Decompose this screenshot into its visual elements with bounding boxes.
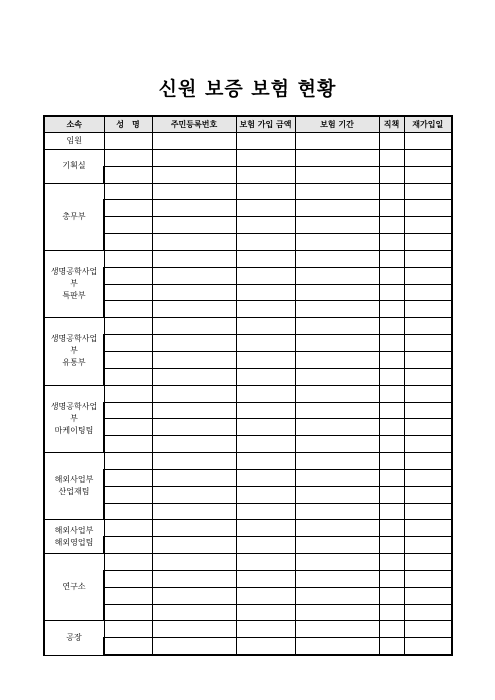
- position-cell[interactable]: [379, 368, 404, 385]
- rejoin-date-cell[interactable]: [404, 385, 452, 402]
- name-cell[interactable]: [104, 402, 152, 419]
- position-cell[interactable]: [379, 469, 404, 486]
- table-row: [44, 453, 452, 470]
- name-cell[interactable]: [104, 318, 152, 335]
- rejoin-date-cell[interactable]: [404, 133, 452, 150]
- insurance-period-cell[interactable]: [295, 318, 379, 335]
- insurance-period-cell[interactable]: [295, 217, 379, 234]
- department-cell: 생명공학사업 부 특판부: [44, 250, 104, 317]
- rejoin-date-cell[interactable]: [404, 604, 452, 621]
- header-row: [44, 116, 452, 133]
- position-cell[interactable]: [379, 166, 404, 183]
- rejoin-date-cell[interactable]: [404, 419, 452, 436]
- insurance-period-cell[interactable]: [295, 267, 379, 284]
- table-row: [44, 284, 452, 301]
- resident-number-cell[interactable]: [152, 638, 236, 655]
- position-cell[interactable]: [379, 267, 404, 284]
- rejoin-date-cell[interactable]: [404, 284, 452, 301]
- position-cell[interactable]: [379, 335, 404, 352]
- insurance-period-cell[interactable]: [295, 149, 379, 166]
- table-row: [44, 570, 452, 587]
- resident-number-cell[interactable]: [152, 200, 236, 217]
- table-row: [44, 217, 452, 234]
- insurance-period-cell[interactable]: [295, 183, 379, 200]
- position-cell[interactable]: [379, 453, 404, 470]
- department-cell: 해외사업부 산업재팀: [44, 453, 104, 520]
- resident-number-cell[interactable]: [152, 351, 236, 368]
- resident-number-cell[interactable]: [152, 368, 236, 385]
- insured-amount-cell[interactable]: [236, 200, 295, 217]
- name-cell[interactable]: [104, 621, 152, 638]
- resident-number-cell[interactable]: [152, 234, 236, 251]
- name-cell[interactable]: [104, 183, 152, 200]
- insured-amount-cell[interactable]: [236, 436, 295, 453]
- table-row: [44, 621, 452, 638]
- insurance-period-cell[interactable]: [295, 385, 379, 402]
- name-cell[interactable]: [104, 554, 152, 571]
- position-cell[interactable]: [379, 419, 404, 436]
- name-cell[interactable]: [104, 419, 152, 436]
- resident-number-cell[interactable]: [152, 335, 236, 352]
- position-cell[interactable]: [379, 200, 404, 217]
- insured-amount-cell[interactable]: [236, 621, 295, 638]
- table-row: [44, 267, 452, 284]
- col-header-resident-number: 주민등록번호: [152, 116, 236, 133]
- table-row: [44, 301, 452, 318]
- position-cell[interactable]: [379, 520, 404, 537]
- insured-amount-cell[interactable]: [236, 368, 295, 385]
- department-cell: 생명공학사업 부 유통부: [44, 318, 104, 385]
- position-cell[interactable]: [379, 554, 404, 571]
- table-row: [44, 503, 452, 520]
- rejoin-date-cell[interactable]: [404, 351, 452, 368]
- insurance-period-cell[interactable]: [295, 554, 379, 571]
- resident-number-cell[interactable]: [152, 133, 236, 150]
- insured-amount-cell[interactable]: [236, 453, 295, 470]
- insured-amount-cell[interactable]: [236, 133, 295, 150]
- name-cell[interactable]: [104, 486, 152, 503]
- insurance-period-cell[interactable]: [295, 570, 379, 587]
- position-cell[interactable]: [379, 604, 404, 621]
- rejoin-date-cell[interactable]: [404, 149, 452, 166]
- insured-amount-cell[interactable]: [236, 149, 295, 166]
- insurance-period-cell[interactable]: [295, 234, 379, 251]
- insurance-period-cell[interactable]: [295, 604, 379, 621]
- resident-number-cell[interactable]: [152, 402, 236, 419]
- col-header-name: 성 명: [104, 116, 152, 133]
- insurance-period-cell[interactable]: [295, 469, 379, 486]
- name-cell[interactable]: [104, 368, 152, 385]
- name-cell[interactable]: [104, 469, 152, 486]
- rejoin-date-cell[interactable]: [404, 250, 452, 267]
- resident-number-cell[interactable]: [152, 183, 236, 200]
- table-row: [44, 604, 452, 621]
- name-cell[interactable]: [104, 250, 152, 267]
- insured-amount-cell[interactable]: [236, 587, 295, 604]
- resident-number-cell[interactable]: [152, 469, 236, 486]
- table-row: [44, 537, 452, 554]
- name-cell[interactable]: [104, 301, 152, 318]
- insurance-period-cell[interactable]: [295, 335, 379, 352]
- resident-number-cell[interactable]: [152, 520, 236, 537]
- insurance-period-cell[interactable]: [295, 166, 379, 183]
- position-cell[interactable]: [379, 318, 404, 335]
- insured-amount-cell[interactable]: [236, 554, 295, 571]
- table-row: [44, 166, 452, 183]
- department-cell: 연구소: [44, 554, 104, 621]
- table-row: [44, 638, 452, 655]
- position-cell[interactable]: [379, 503, 404, 520]
- resident-number-cell[interactable]: [152, 284, 236, 301]
- resident-number-cell[interactable]: [152, 419, 236, 436]
- name-cell[interactable]: [104, 385, 152, 402]
- page-title: 신원 보증 보험 현황: [158, 78, 337, 100]
- name-cell[interactable]: [104, 638, 152, 655]
- insured-amount-cell[interactable]: [236, 469, 295, 486]
- insurance-period-cell[interactable]: [295, 402, 379, 419]
- insurance-period-cell[interactable]: [295, 301, 379, 318]
- resident-number-cell[interactable]: [152, 385, 236, 402]
- rejoin-date-cell[interactable]: [404, 217, 452, 234]
- rejoin-date-cell[interactable]: [404, 368, 452, 385]
- table-row: [44, 351, 452, 368]
- rejoin-date-cell[interactable]: [404, 503, 452, 520]
- rejoin-date-cell[interactable]: [404, 318, 452, 335]
- insured-amount-cell[interactable]: [236, 486, 295, 503]
- rejoin-date-cell[interactable]: [404, 166, 452, 183]
- rejoin-date-cell[interactable]: [404, 183, 452, 200]
- rejoin-date-cell[interactable]: [404, 301, 452, 318]
- insured-amount-cell[interactable]: [236, 301, 295, 318]
- rejoin-date-cell[interactable]: [404, 267, 452, 284]
- insurance-status-table: [43, 115, 453, 656]
- insured-amount-cell[interactable]: [236, 217, 295, 234]
- department-cell: 생명공학사업 부 마케이팅팀: [44, 385, 104, 452]
- table-row: [44, 335, 452, 352]
- resident-number-cell[interactable]: [152, 301, 236, 318]
- name-cell[interactable]: [104, 520, 152, 537]
- insured-amount-cell[interactable]: [236, 419, 295, 436]
- rejoin-date-cell[interactable]: [404, 587, 452, 604]
- insured-amount-cell[interactable]: [236, 351, 295, 368]
- position-cell[interactable]: [379, 133, 404, 150]
- name-cell[interactable]: [104, 570, 152, 587]
- insurance-period-cell[interactable]: [295, 419, 379, 436]
- resident-number-cell[interactable]: [152, 570, 236, 587]
- resident-number-cell[interactable]: [152, 267, 236, 284]
- resident-number-cell[interactable]: [152, 537, 236, 554]
- table-row: [44, 469, 452, 486]
- insured-amount-cell[interactable]: [236, 267, 295, 284]
- resident-number-cell[interactable]: [152, 217, 236, 234]
- rejoin-date-cell[interactable]: [404, 402, 452, 419]
- insured-amount-cell[interactable]: [236, 503, 295, 520]
- position-cell[interactable]: [379, 385, 404, 402]
- table-row: [44, 183, 452, 200]
- rejoin-date-cell[interactable]: [404, 200, 452, 217]
- resident-number-cell[interactable]: [152, 486, 236, 503]
- table-row: [44, 419, 452, 436]
- position-cell[interactable]: [379, 284, 404, 301]
- insured-amount-cell[interactable]: [236, 166, 295, 183]
- rejoin-date-cell[interactable]: [404, 537, 452, 554]
- rejoin-date-cell[interactable]: [404, 638, 452, 655]
- position-cell[interactable]: [379, 436, 404, 453]
- rejoin-date-cell[interactable]: [404, 453, 452, 470]
- name-cell[interactable]: [104, 166, 152, 183]
- name-cell[interactable]: [104, 335, 152, 352]
- name-cell[interactable]: [104, 267, 152, 284]
- table-row: [44, 587, 452, 604]
- rejoin-date-cell[interactable]: [404, 570, 452, 587]
- insurance-period-cell[interactable]: [295, 200, 379, 217]
- table-row: [44, 250, 452, 267]
- name-cell[interactable]: [104, 284, 152, 301]
- position-cell[interactable]: [379, 250, 404, 267]
- col-header-position: 직책: [379, 116, 404, 133]
- position-cell[interactable]: [379, 351, 404, 368]
- table-body: [44, 133, 452, 656]
- insurance-period-cell[interactable]: [295, 351, 379, 368]
- name-cell[interactable]: [104, 503, 152, 520]
- table-row: [44, 486, 452, 503]
- department-cell: 임원: [44, 133, 104, 150]
- insured-amount-cell[interactable]: [236, 234, 295, 251]
- resident-number-cell[interactable]: [152, 453, 236, 470]
- department-cell: 기획실: [44, 149, 104, 183]
- name-cell[interactable]: [104, 436, 152, 453]
- insurance-period-cell[interactable]: [295, 436, 379, 453]
- name-cell[interactable]: [104, 217, 152, 234]
- name-cell[interactable]: [104, 234, 152, 251]
- table-row: [44, 318, 452, 335]
- insured-amount-cell[interactable]: [236, 183, 295, 200]
- insurance-period-cell[interactable]: [295, 284, 379, 301]
- insurance-period-cell[interactable]: [295, 621, 379, 638]
- rejoin-date-cell[interactable]: [404, 436, 452, 453]
- table-row: [44, 368, 452, 385]
- rejoin-date-cell[interactable]: [404, 469, 452, 486]
- name-cell[interactable]: [104, 453, 152, 470]
- rejoin-date-cell[interactable]: [404, 554, 452, 571]
- name-cell[interactable]: [104, 537, 152, 554]
- resident-number-cell[interactable]: [152, 621, 236, 638]
- insured-amount-cell[interactable]: [236, 638, 295, 655]
- position-cell[interactable]: [379, 402, 404, 419]
- insurance-period-cell[interactable]: [295, 368, 379, 385]
- insurance-period-cell[interactable]: [295, 520, 379, 537]
- rejoin-date-cell[interactable]: [404, 520, 452, 537]
- position-cell[interactable]: [379, 149, 404, 166]
- position-cell[interactable]: [379, 621, 404, 638]
- insured-amount-cell[interactable]: [236, 335, 295, 352]
- position-cell[interactable]: [379, 234, 404, 251]
- insurance-period-cell[interactable]: [295, 453, 379, 470]
- insured-amount-cell[interactable]: [236, 537, 295, 554]
- position-cell[interactable]: [379, 537, 404, 554]
- name-cell[interactable]: [104, 149, 152, 166]
- table-row: [44, 149, 452, 166]
- resident-number-cell[interactable]: [152, 554, 236, 571]
- insurance-period-cell[interactable]: [295, 250, 379, 267]
- insured-amount-cell[interactable]: [236, 385, 295, 402]
- name-cell[interactable]: [104, 587, 152, 604]
- table-row: [44, 133, 452, 150]
- name-cell[interactable]: [104, 604, 152, 621]
- name-cell[interactable]: [104, 351, 152, 368]
- position-cell[interactable]: [379, 587, 404, 604]
- table-row: [44, 436, 452, 453]
- table-row: [44, 385, 452, 402]
- rejoin-date-cell[interactable]: [404, 234, 452, 251]
- insured-amount-cell[interactable]: [236, 318, 295, 335]
- position-cell[interactable]: [379, 570, 404, 587]
- position-cell[interactable]: [379, 183, 404, 200]
- resident-number-cell[interactable]: [152, 149, 236, 166]
- department-cell: 공장: [44, 621, 104, 655]
- insurance-period-cell[interactable]: [295, 638, 379, 655]
- col-header-insurance-period: 보험 기간: [295, 116, 379, 133]
- table-row: [44, 554, 452, 571]
- insured-amount-cell[interactable]: [236, 284, 295, 301]
- resident-number-cell[interactable]: [152, 587, 236, 604]
- resident-number-cell[interactable]: [152, 166, 236, 183]
- resident-number-cell[interactable]: [152, 250, 236, 267]
- insurance-period-cell[interactable]: [295, 486, 379, 503]
- insured-amount-cell[interactable]: [236, 570, 295, 587]
- insured-amount-cell[interactable]: [236, 520, 295, 537]
- resident-number-cell[interactable]: [152, 318, 236, 335]
- name-cell[interactable]: [104, 133, 152, 150]
- rejoin-date-cell[interactable]: [404, 335, 452, 352]
- insured-amount-cell[interactable]: [236, 402, 295, 419]
- resident-number-cell[interactable]: [152, 503, 236, 520]
- col-header-insured-amount: 보험 가입 금액: [236, 116, 295, 133]
- department-cell: 해외사업부 해외영업팀: [44, 520, 104, 554]
- insurance-period-cell[interactable]: [295, 133, 379, 150]
- position-cell[interactable]: [379, 301, 404, 318]
- table-row: [44, 200, 452, 217]
- col-header-department: 소속: [44, 116, 104, 133]
- table-row: [44, 402, 452, 419]
- rejoin-date-cell[interactable]: [404, 621, 452, 638]
- resident-number-cell[interactable]: [152, 436, 236, 453]
- table-row: [44, 520, 452, 537]
- department-cell: 총무부: [44, 183, 104, 250]
- insurance-period-cell[interactable]: [295, 587, 379, 604]
- insured-amount-cell[interactable]: [236, 604, 295, 621]
- insurance-period-cell[interactable]: [295, 537, 379, 554]
- position-cell[interactable]: [379, 486, 404, 503]
- name-cell[interactable]: [104, 200, 152, 217]
- col-header-rejoin-date: 재가입일: [404, 116, 452, 133]
- insurance-period-cell[interactable]: [295, 503, 379, 520]
- insured-amount-cell[interactable]: [236, 250, 295, 267]
- position-cell[interactable]: [379, 217, 404, 234]
- resident-number-cell[interactable]: [152, 604, 236, 621]
- table-row: [44, 234, 452, 251]
- rejoin-date-cell[interactable]: [404, 486, 452, 503]
- position-cell[interactable]: [379, 638, 404, 655]
